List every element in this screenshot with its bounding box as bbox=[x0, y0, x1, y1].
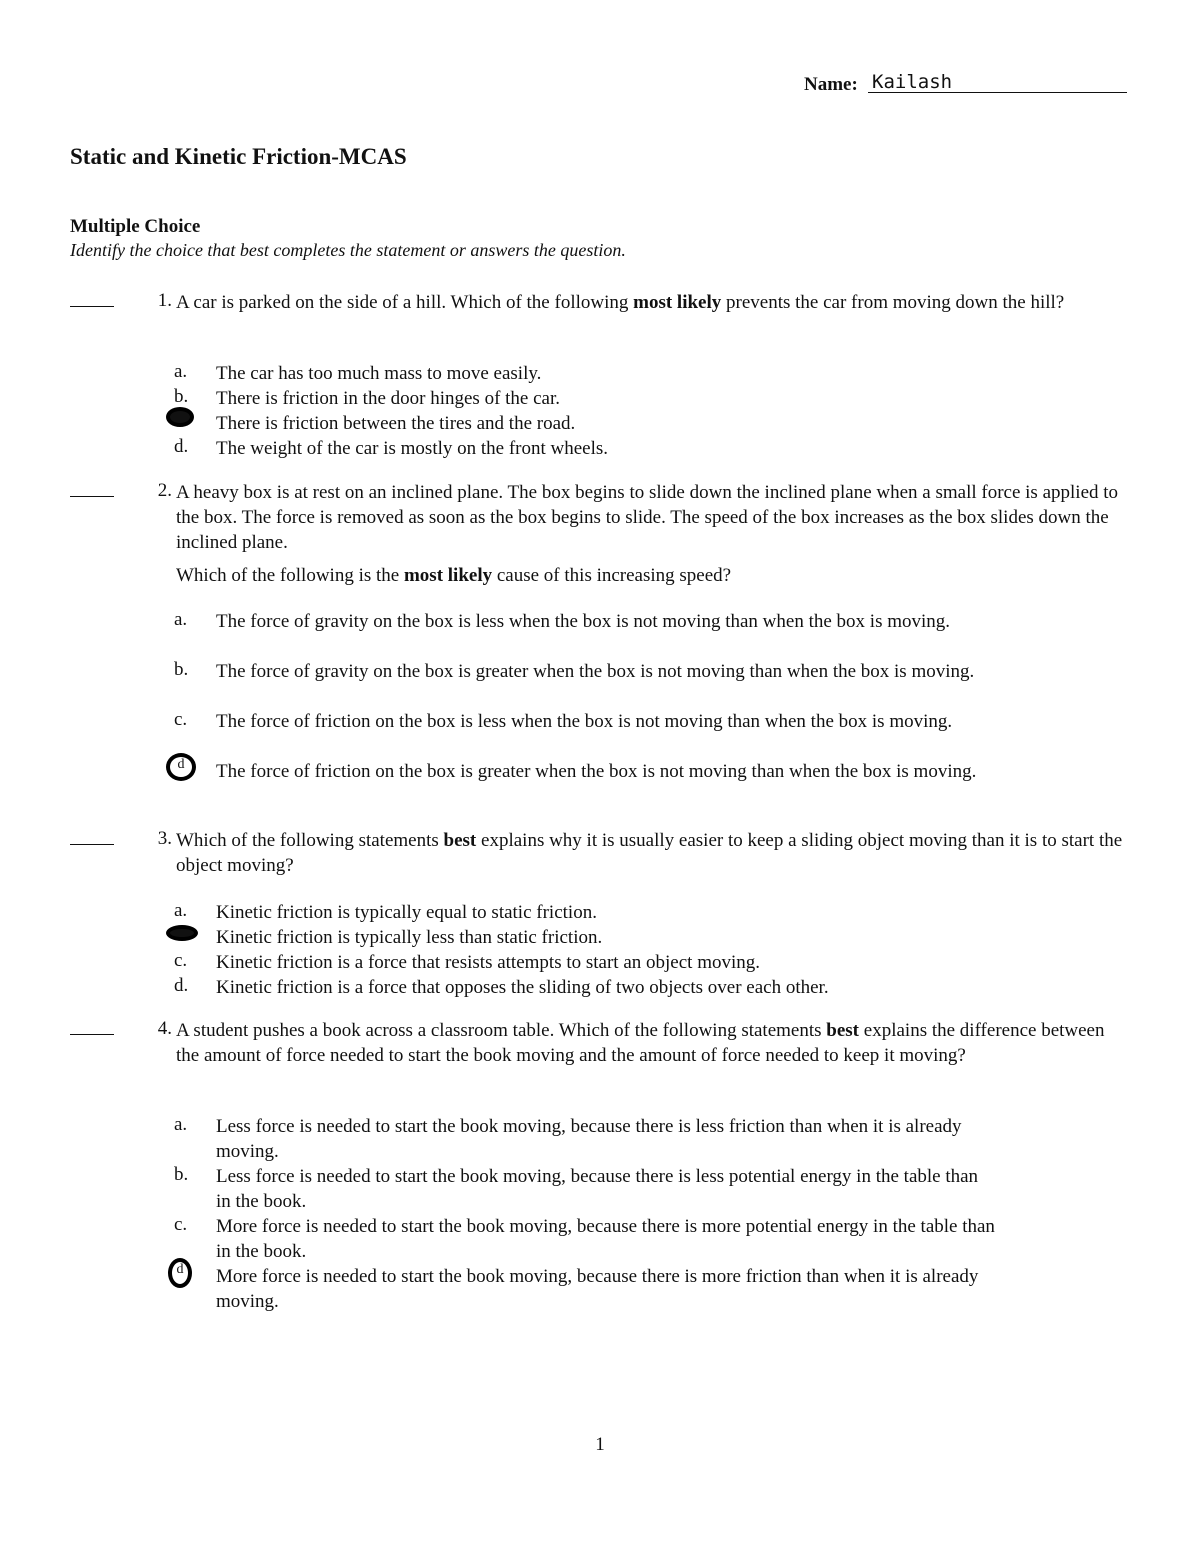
answer-blank[interactable] bbox=[70, 844, 114, 845]
question-text: A car is parked on the side of a hill. Which of the following most likely prevents the car from moving down the hill? bbox=[176, 292, 1065, 313]
answer-blank[interactable] bbox=[70, 496, 114, 497]
answer-blank[interactable] bbox=[70, 306, 114, 307]
question-text: Which of the following statements best explains why it is usually easier to keep a sliding object moving than it is to start the object moving? bbox=[176, 830, 1123, 876]
answer-blank[interactable] bbox=[70, 1034, 114, 1035]
worksheet-title: Static and Kinetic Friction-MCAS bbox=[70, 144, 407, 169]
name-value[interactable]: Kailash bbox=[868, 70, 1127, 93]
name-field bbox=[800, 70, 1130, 96]
section-instructions: Identify the choice that best completes the statement or answers the question. bbox=[70, 240, 626, 260]
question-number: 1. bbox=[157, 290, 172, 311]
name-label: Name: bbox=[804, 74, 858, 95]
page-number: 1 bbox=[595, 1434, 605, 1455]
question-text: A student pushes a book across a classroom table. Which of the following statements best explains the difference between the amount of force needed to start the book moving and the amount of force needed to keep it moving? bbox=[176, 1020, 1105, 1066]
question-number: 2. bbox=[157, 480, 172, 501]
question-text: A heavy box is at rest on an inclined plane. The box begins to slide down the inclined plane when a small force is applied to the box. The force is removed as soon as the box begins to slide. The speed of the box increases as the box slides down the inclined plane. Which of the following is the most likely cause of this increasing speed? bbox=[176, 480, 1126, 588]
question-number: 4. bbox=[157, 1018, 172, 1039]
question-subtext: Which of the following is the most likely cause of this increasing speed? bbox=[176, 565, 732, 586]
question-number: 3. bbox=[157, 828, 172, 849]
section-heading: Multiple Choice bbox=[70, 216, 201, 237]
